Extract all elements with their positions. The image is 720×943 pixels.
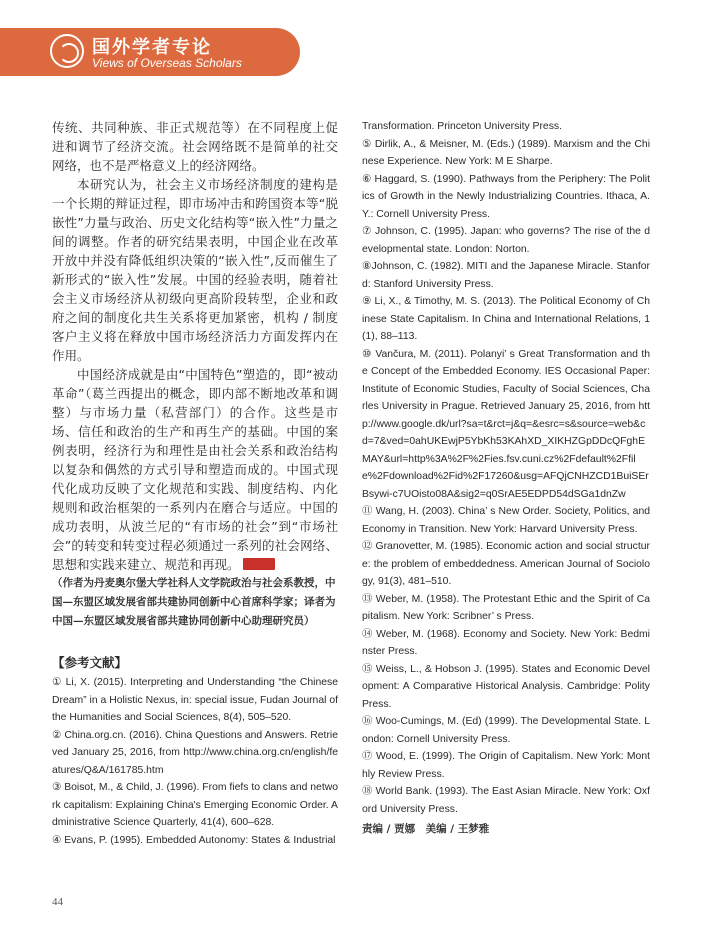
author-bio: （作者为丹麦奥尔堡大学社科人文学院政治与社会系教授，中国—东盟区域发展省部共建协同创新中心首席科学家；译者为中国—东盟区域发展省部共建协同创新中心助理研究员） [52, 577, 336, 627]
body-paragraph-3 [52, 365, 338, 574]
journal-logo-icon [50, 34, 84, 68]
reference-item: ⑯ Woo-Cumings, M. (Ed) (1999). The Developmental State. London: Cornell University Press. [362, 716, 650, 745]
section-title-cn: 国外学者专论 [92, 37, 212, 58]
reference-item: ⑮ Weiss, L., & Hobson J. (1995). States and Economic Development: A Comparative Historical Analysis. Cambridge: Polity Press. [362, 663, 650, 710]
reference-item: ④ Evans, P. (1995). Embedded Autonomy: States & Industrial [52, 834, 336, 846]
reference-item: ⑩ Vančura, M. (2011). Polanyi’ s Great Transformation and the Concept of the Embedded Economy. IES Occasional Paper: Institute of Economic Studies, Faculty of Social Sciences, Charles University in Prague. Retrieved January 25, 2016, from http://www.google.dk/url?sa=t&rct=j&q=&esrc=s&source=web&cd=7&ved=0ahUKEwjP5YbKh53KAhXD_XIKHZGpDDcQFghEMAY&url=http%3A%2F%2Fies.fsv.cuni.cz%2Fdefault%2Ffile%2Fdownload%2Fid%2F17260&usg=AFQjCNHZCD1BuiSErBsywi-c7UOisto08A&sig2=q0SrAE5EDPD54dSGa1dnZw [362, 348, 650, 500]
body-paragraph-2: 本研究认为，社会主义市场经济制度的建构是一个长期的辩证过程，即市场冲击和跨国资本等“脱嵌性”力量与政治、历史文化结构等“嵌入性”力量之间的调整。作者的研究结果表明，中国企业在改革开放中并没有降低组织决策的“嵌入性”,反而催生了新形式的“嵌入性”发展。中国的经验表明，随着社会主义市场经济从初级向更高阶段转型，企业和政府之间的制度化共生关系将更加紧密，机构 / 制度客户主义将在释放中国市场经济活力方面发挥内在作用。 [52, 177, 338, 363]
reference-item: ① Li, X. (2015). Interpreting and Understanding “the Chinese Dream” in a Holistic Nexus, in: special issue, Fudan Journal of the Humanities and Social Sciences, 8(4), 505–520. [52, 677, 338, 723]
publisher-seal-icon [243, 558, 275, 570]
reference-item: ⑦ Johnson, C. (1995). Japan: who governs? The rise of the developmental state. London: Norton. [362, 226, 650, 255]
left-column [52, 118, 338, 849]
reference-item: ③ Boisot, M., & Child, J. (1996). From fiefs to clans and network capitalism: Explaining China's Emerging Economic Order. Administrative Science Quarterly, 41(4), 600–628. [52, 782, 338, 828]
section-title-en: Views of Overseas Scholars [92, 56, 242, 70]
reference-item: ⑫ Granovetter, M. (1985). Economic action and social structure: the problem of embeddedness. American Journal of Sociology, 91(3), 481–510. [362, 541, 650, 587]
reference-item: ⑥ Haggard, S. (1990). Pathways from the Periphery: The Politics of Growth in the Newly Industrializing Countries. Ithaca, A.Y.: Cornell University Press. [362, 173, 650, 220]
page-number: 44 [52, 896, 63, 908]
editor-credits: 责编 / 贾娜 美编 / 王梦雅 [362, 823, 490, 835]
body-paragraph-3-text: 中国经济成就是由“中国特色”塑造的，即“被动革命”（葛兰西提出的概念，即内部不断地改革和调整）与市场力量（私营部门）的合作。这些是市场、信任和政治的生产和再生产的基础。中国的案例表明，经济行为和理性是由社会关系和政治结构以复杂和偶然的方式引导和塑造而成的。中国式现代化成功反映了文化规范和实践、制度结构、内化规则和政治框架的一系列内在磨合与适应。中国的成功表明，从波兰尼的“有市场的社会”到“市场社会”的转变和转变过程必须通过一系列的社会网络、思想和实践来建立、规范和再现。 [52, 367, 338, 572]
reference-item: ⑪ Wang, H. (2003). China’ s New Order. Society, Politics, and Economy in Transition. New York: Harvard University Press. [362, 506, 650, 535]
references-title: 【参考文献】 [52, 655, 128, 670]
right-column [362, 118, 650, 838]
body-paragraph-1: 传统、共同种族、非正式规范等）在不同程度上促进和调节了经济交流。社会网络既不是简单的社交网络，也不是严格意义上的经济网络。 [52, 120, 338, 173]
reference-item: ⑧Johnson, C. (1982). MITI and the Japanese Miracle. Stanford: Stanford University Press. [362, 261, 650, 290]
section-header [0, 28, 300, 76]
reference-item: ⑨ Li, X., & Timothy, M. S. (2013). The Political Economy of Chinese State Capitalism. In China and International Relations, 1(1), 88–113. [362, 296, 650, 342]
reference-item: ⑰ Wood, E. (1999). The Origin of Capitalism. New York: Monthly Review Press. [362, 751, 650, 780]
reference-item: Transformation. Princeton University Press. [362, 121, 562, 132]
reference-item: ⑬ Weber, M. (1958). The Protestant Ethic and the Spirit of Capitalism. New York: Scribner’ s Press. [362, 593, 650, 622]
reference-item: ② China.org.cn. (2016). China Questions and Answers. Retrieved January 25, 2016, from http://www.china.org.cn/english/features/Q&A/161785.htm [52, 729, 338, 776]
reference-item: ⑭ Weber, M. (1968). Economy and Society. New York: Bedminster Press. [362, 628, 650, 657]
reference-item: ⑤ Dirlik, A., & Meisner, M. (Eds.) (1989). Marxism and the Chinese Experience. New York: M E Sharpe. [362, 138, 650, 167]
reference-item: ⑱ World Bank. (1993). The East Asian Miracle. New York: Oxford University Press. [362, 786, 650, 815]
